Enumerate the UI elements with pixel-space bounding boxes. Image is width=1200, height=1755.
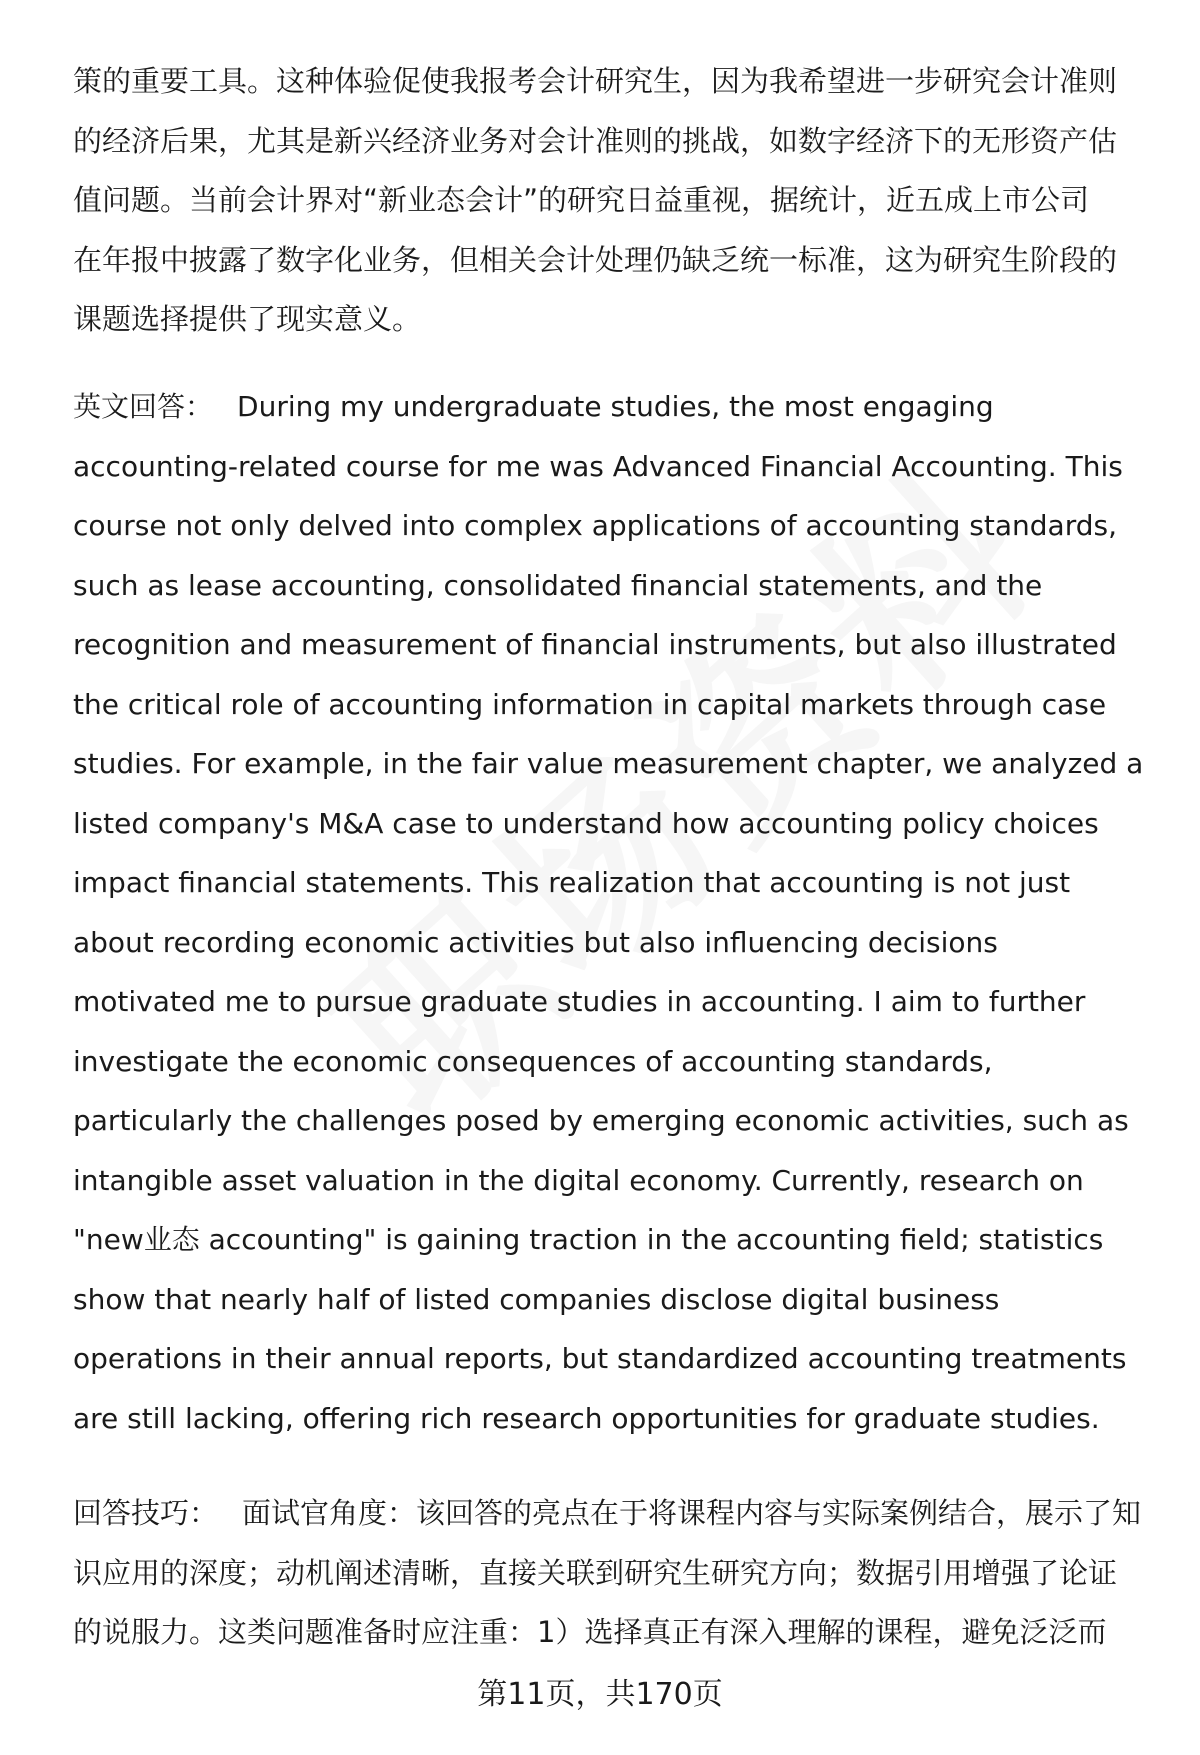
text-line-first xyxy=(73,377,1153,437)
text-line: listed company's M&A case to understand how accounting policy choices xyxy=(73,806,1099,840)
paragraph-chinese-continuation xyxy=(73,52,1153,350)
text-line: show that nearly half of listed companies disclose digital business xyxy=(73,1282,1000,1316)
paragraph-english-answer xyxy=(73,377,1153,1448)
text-line: course not only delved into complex applications of accounting standards, xyxy=(73,509,1117,542)
text-line: impact financial statements. This realization that accounting is not just xyxy=(73,866,1071,899)
text-line: 值问题。当前会计界对“新业态会计”的研究日益重视，据统计，近五成上市公司 xyxy=(73,183,1090,217)
text-line: During my undergraduate studies, the most engaging xyxy=(237,390,994,423)
text-line: investigate the economic consequences of accounting standards, xyxy=(73,1044,993,1078)
text-line: 识应用的深度；动机阐述清晰，直接关联到研究生研究方向；数据引用增强了论证 xyxy=(73,1555,1118,1590)
text-line: 面试官角度：该回答的亮点在于将课程内容与实际案例结合，展示了知 xyxy=(242,1496,1142,1530)
text-line: such as lease accounting, consolidated financial statements, and the xyxy=(73,568,1043,602)
page-number: 第11页，共170页 xyxy=(477,1677,723,1712)
text-line: operations in their annual reports, but standardized accounting treatments xyxy=(73,1342,1127,1375)
text-line: "new业态 accounting" is gaining traction in the accounting field; statistics xyxy=(73,1223,1104,1256)
text-line: 的经济后果，尤其是新兴经济业务对会计准则的挑战，如数字经济下的无形资产估 xyxy=(73,123,1118,158)
text-line: 策的重要工具。这种体验促使我报考会计研究生，因为我希望进一步研究会计准则 xyxy=(73,64,1118,98)
english-answer-label: 英文回答： xyxy=(73,390,214,423)
text-line: 在年报中披露了数字化业务，但相关会计处理仍缺乏统一标准，这为研究生阶段的 xyxy=(73,242,1118,277)
text-line-first xyxy=(73,1484,1153,1544)
text-line: 课题选择提供了现实意义。 xyxy=(73,302,422,336)
text-line: 的说服力。这类问题准备时应注重：1）选择真正有深入理解的课程，避免泛泛而 xyxy=(73,1615,1107,1649)
text-line: are still lacking, offering rich research opportunities for graduate studies. xyxy=(73,1401,1100,1435)
text-line: studies. For example, in the fair value measurement chapter, we analyzed a xyxy=(73,747,1144,780)
text-line: motivated me to pursue graduate studies in accounting. I aim to further xyxy=(73,985,1086,1018)
text-line: the critical role of accounting information in capital markets through case xyxy=(73,687,1107,721)
text-line: accounting-related course for me was Advanced Financial Accounting. This xyxy=(73,449,1123,483)
text-line: particularly the challenges posed by emerging economic activities, such as xyxy=(73,1104,1129,1137)
text-line: recognition and measurement of financial instruments, but also illustrated xyxy=(73,628,1117,661)
text-line: intangible asset valuation in the digital economy. Currently, research on xyxy=(73,1163,1084,1197)
tips-label: 回答技巧： xyxy=(73,1496,219,1530)
paragraph-answer-tips xyxy=(73,1484,1153,1663)
text-line: about recording economic activities but also influencing decisions xyxy=(73,925,998,959)
